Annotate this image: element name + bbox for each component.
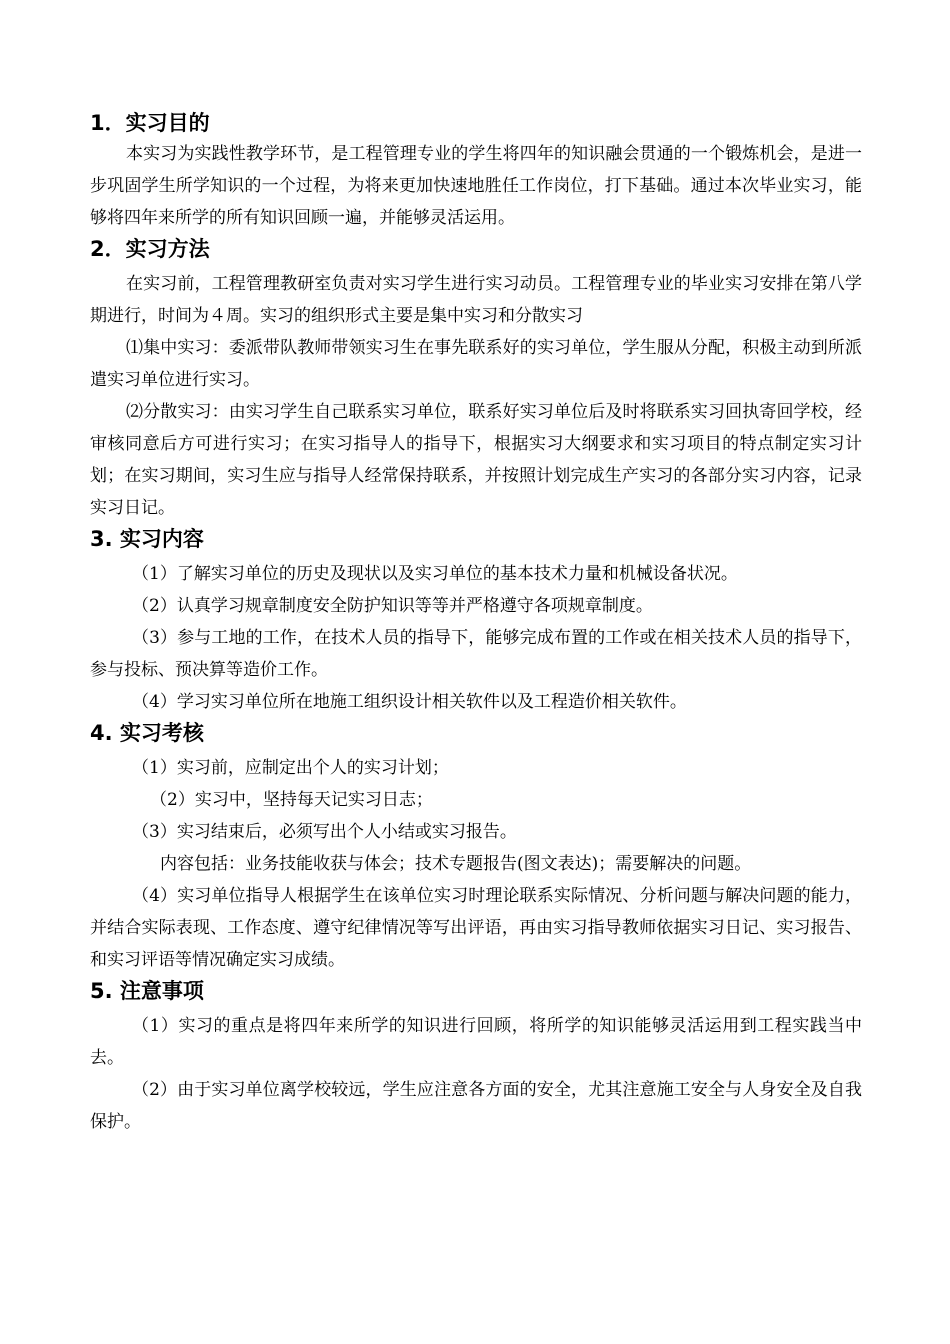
- section-heading-5: 5. 注意事项: [90, 979, 204, 1003]
- section-heading-2: 2．实习方法: [90, 237, 210, 261]
- section-5-item-2: （2）由于实习单位离学校较远，学生应注意各方面的安全，尤其注意施工安全与人身安全及自我保护。: [90, 1080, 862, 1132]
- section-3-item-4: （4）学习实习单位所在地施工组织设计相关软件以及工程造价相关软件。: [132, 692, 687, 712]
- section-3-item-1: （1）了解实习单位的历史及现状以及实习单位的基本技术力量和机械设备状况。: [132, 564, 738, 584]
- section-heading-4: 4. 实习考核: [90, 721, 204, 745]
- section-2-paragraph-centralized: ⑴集中实习：委派带队教师带领实习生在事先联系好的实习单位，学生服从分配，积极主动到所派遣实习单位进行实习。: [90, 338, 862, 390]
- section-5-item-1: （1）实习的重点是将四年来所学的知识进行回顾，将所学的知识能够灵活运用到工程实践当中去。: [90, 1016, 862, 1068]
- section-1-paragraph: 本实习为实践性教学环节，是工程管理专业的学生将四年的知识融会贯通的一个锻炼机会，是进一步巩固学生所学知识的一个过程，为将来更加快速地胜任工作岗位，打下基础。通过本次毕业实习，能够将四年来所学的所有知识回顾一遍，并能够灵活运用。: [90, 144, 862, 228]
- section-heading-1: 1．实习目的: [90, 111, 210, 135]
- section-4-item-4: （4）实习单位指导人根据学生在该单位实习时理论联系实际情况、分析问题与解决问题的能力，并结合实际表现、工作态度、遵守纪律情况等写出评语，再由实习指导教师依据实习日记、实习报告、和实习评语等情况确定实习成绩。: [90, 886, 862, 970]
- section-2-paragraph-intro: 在实习前，工程管理教研室负责对实习学生进行实习动员。工程管理专业的毕业实习安排在第八学期进行，时间为４周。实习的组织形式主要是集中实习和分散实习: [90, 274, 862, 326]
- section-3-item-3: （3）参与工地的工作，在技术人员的指导下，能够完成布置的工作或在相关技术人员的指导下，参与投标、预决算等造价工作。: [90, 628, 862, 680]
- document-body: [90, 108, 862, 1138]
- section-4-item-1: （1）实习前，应制定出个人的实习计划；: [132, 758, 449, 778]
- section-4-item-3: （3）实习结束后，必须写出个人小结或实习报告。: [132, 822, 517, 842]
- section-2-paragraph-dispersed: ⑵分散实习：由实习学生自己联系实习单位，联系好实习单位后及时将联系实习回执寄回学校，经审核同意后方可进行实习；在实习指导人的指导下，根据实习大纲要求和实习项目的特点制定实习计划；在实习期间，实习生应与指导人经常保持联系，并按照计划完成生产实习的各部分实习内容，记录实习日记。: [90, 402, 862, 518]
- section-4-content-note: 内容包括：业务技能收获与体会；技术专题报告(图文表达)；需要解决的问题。: [160, 854, 752, 874]
- section-4-item-2: （2）实习中，坚持每天记实习日志；: [150, 790, 433, 810]
- section-3-item-2: （2）认真学习规章制度安全防护知识等等并严格遵守各项规章制度。: [132, 596, 653, 616]
- section-heading-3: 3. 实习内容: [90, 527, 204, 551]
